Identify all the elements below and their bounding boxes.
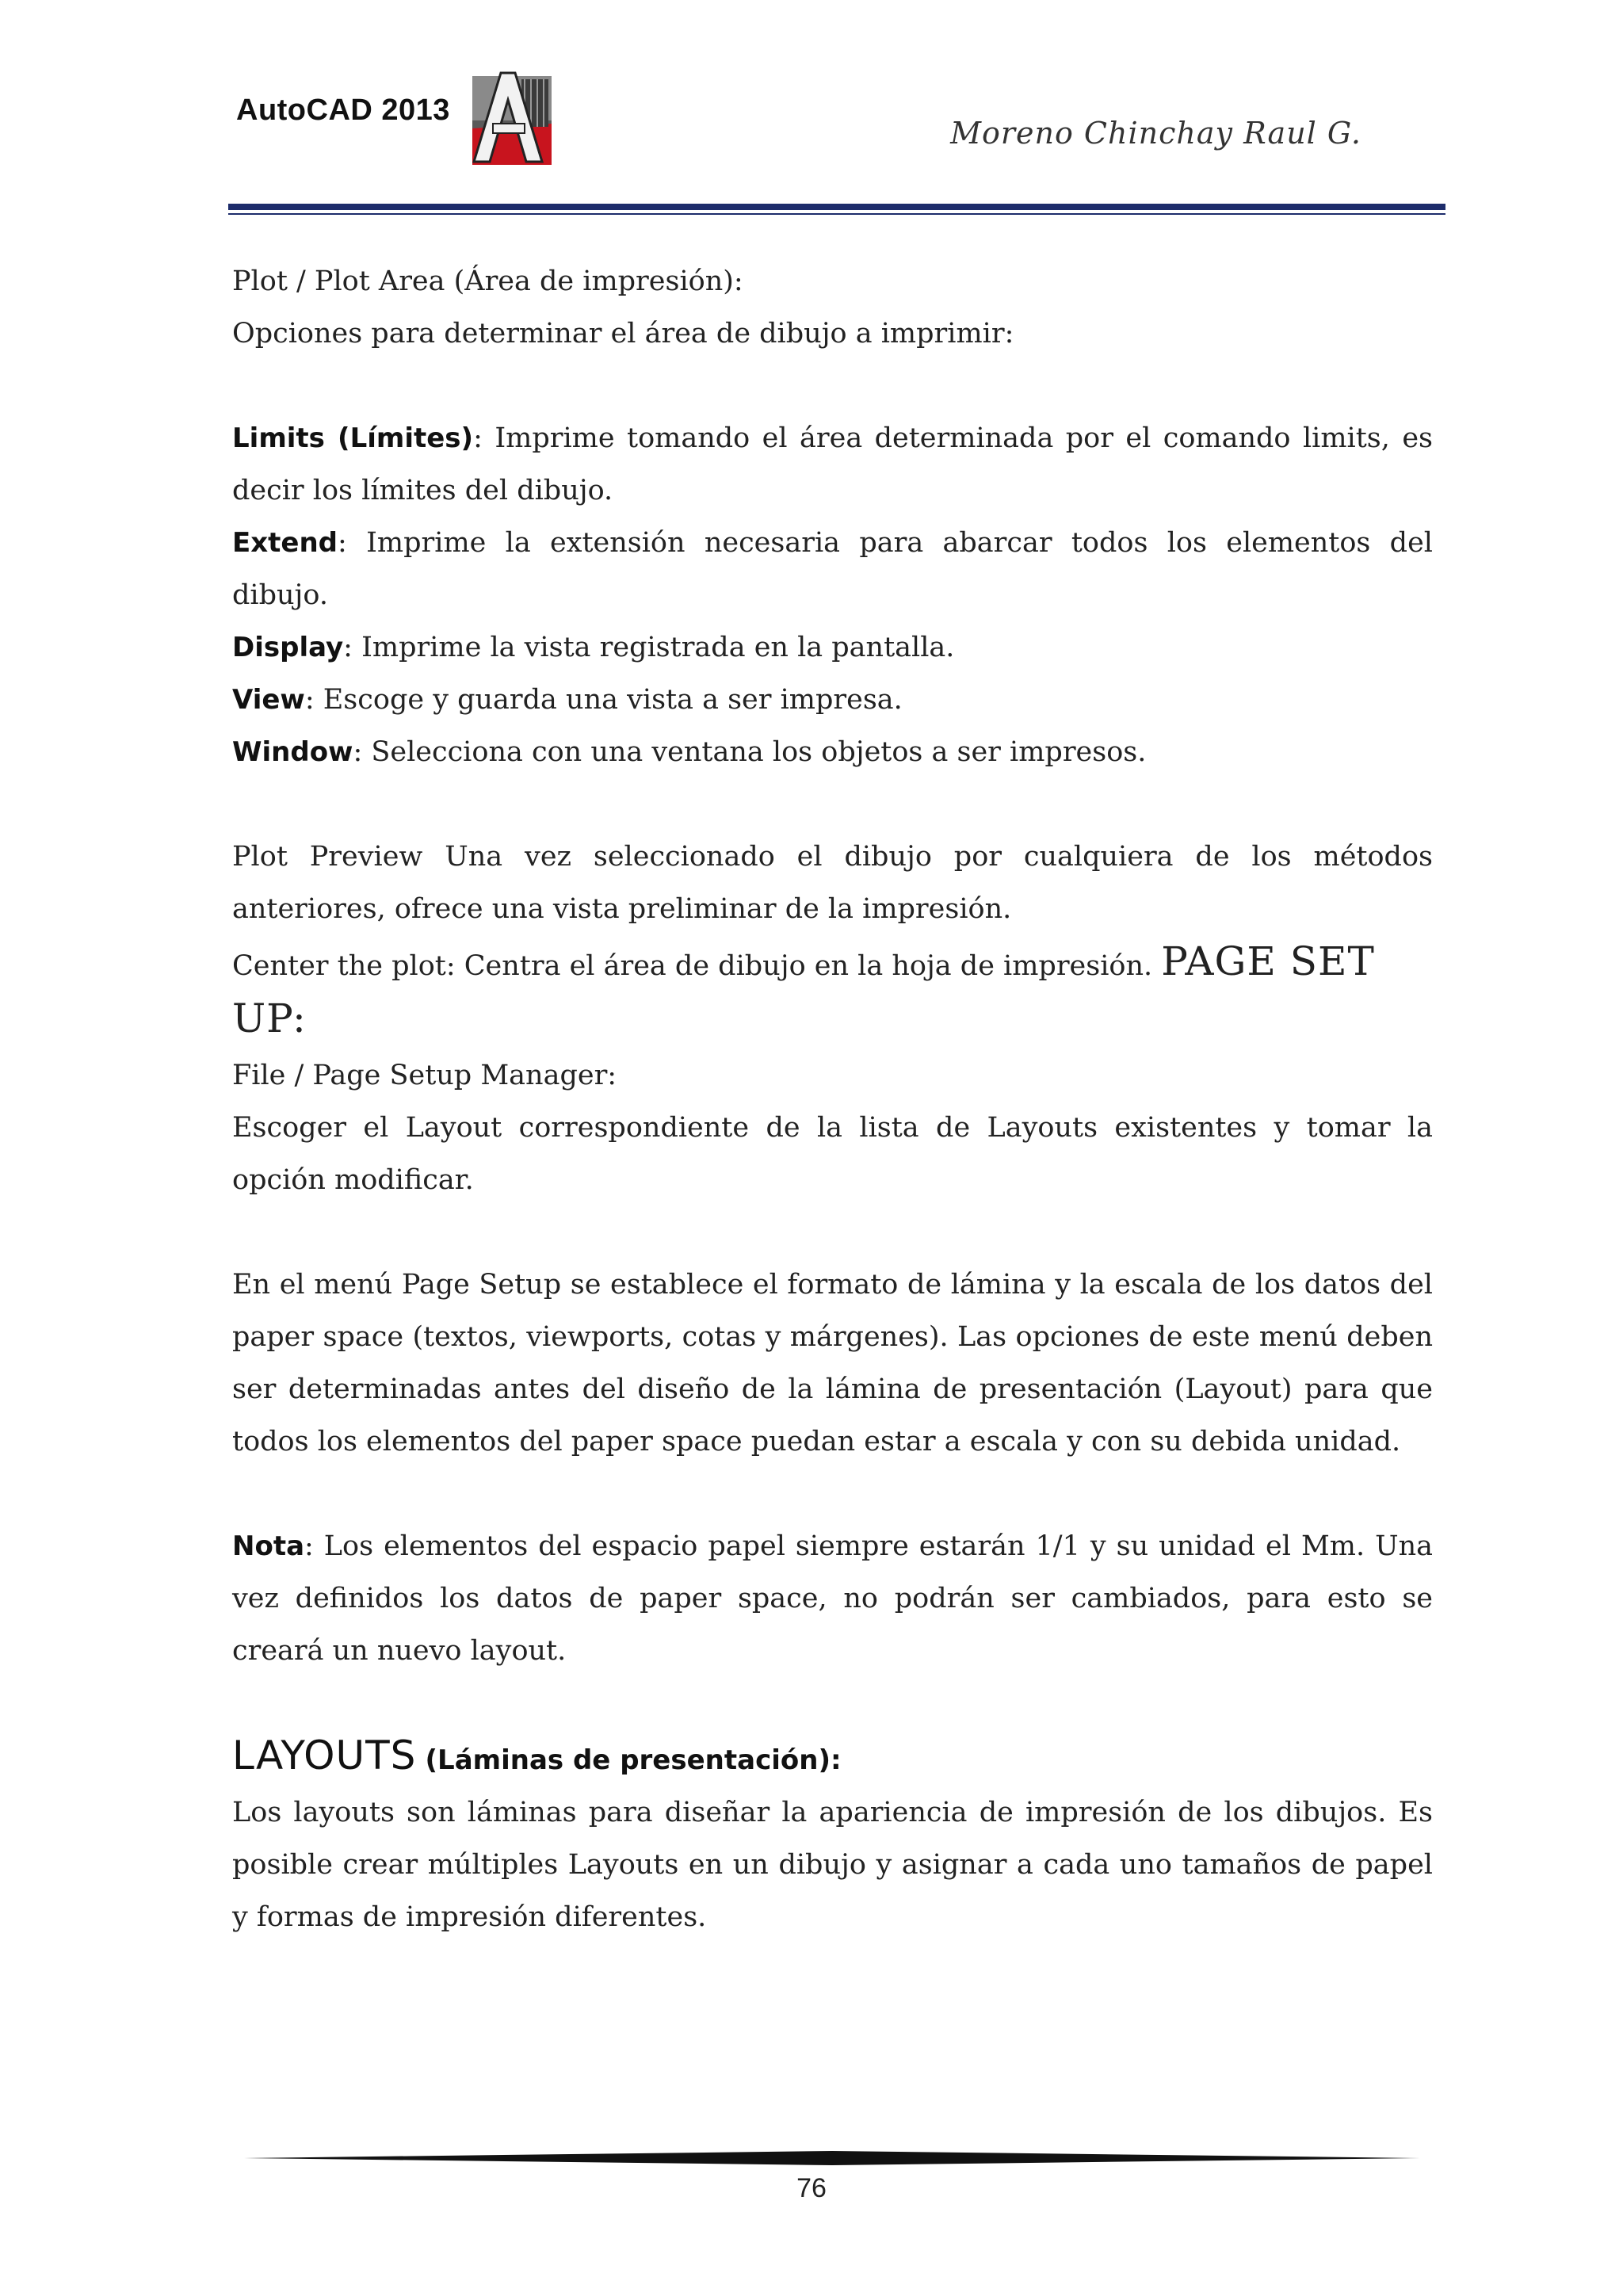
option-text: : Imprime la extensión necesaria para abarcar todos los elementos del dibujo. bbox=[232, 527, 1433, 611]
page-setup-paragraph: En el menú Page Setup se establece el formato de lámina y la escala de los datos del paper space (textos, viewports, cotas y márgenes). Las opciones de este menú deben ser determinadas antes del diseño de la lámina de presentación (Layout) para que todos los elementos del paper space puedan estar a escala y con su debida unidad. bbox=[232, 1269, 1433, 1457]
autocad-logo-icon bbox=[466, 68, 556, 171]
nota-term: Nota bbox=[232, 1530, 305, 1562]
page-number: 76 bbox=[796, 2173, 827, 2203]
body-text bbox=[232, 255, 1433, 1943]
option-view bbox=[232, 674, 1433, 726]
footer-rule bbox=[244, 2151, 1420, 2165]
page-setup-caps: PAGE SET UP: bbox=[232, 938, 1375, 1041]
layouts-paragraph: Los layouts son láminas para diseñar la apariencia de impresión de los dibujos. Es posible crear múltiples Layouts en un dibujo y asignar a cada uno tamaños de papel y formas de impresión diferentes. bbox=[232, 1797, 1433, 1933]
header-rule bbox=[228, 204, 1445, 210]
option-display bbox=[232, 621, 1433, 674]
option-window bbox=[232, 726, 1433, 778]
option-text: : Selecciona con una ventana los objetos a ser impresos. bbox=[353, 736, 1147, 768]
plot-area-title: Plot / Plot Area (Área de impresión): bbox=[232, 266, 743, 297]
center-plot-text: Center the plot: Centra el área de dibujo en la hoja de impresión. bbox=[232, 950, 1153, 982]
header-author: Moreno Chinchay Raul G. bbox=[950, 116, 1361, 151]
header-title: AutoCAD 2013 bbox=[236, 94, 450, 127]
option-term: Display bbox=[232, 632, 344, 663]
option-text: : Escoge y guarda una vista a ser impresa. bbox=[304, 684, 903, 716]
option-text: : Imprime tomando el área determinada por el comando limits, es decir los límites del dibujo. bbox=[232, 422, 1433, 506]
file-page-setup: File / Page Setup Manager: bbox=[232, 1060, 617, 1091]
layouts-heading-main: LAYOUTS bbox=[232, 1733, 417, 1778]
option-term: Extend bbox=[232, 527, 338, 559]
escoger-paragraph: Escoger el Layout correspondiente de la lista de Layouts existentes y tomar la opción modificar. bbox=[232, 1112, 1433, 1196]
layouts-heading-sub: (Láminas de presentación): bbox=[425, 1744, 842, 1776]
option-extend bbox=[232, 517, 1433, 621]
option-term: Window bbox=[232, 736, 353, 768]
plot-preview-paragraph: Plot Preview Una vez seleccionado el dibujo por cualquiera de los métodos anteriores, ofrece una vista preliminar de la impresión. bbox=[232, 841, 1433, 925]
nota-text: : Los elementos del espacio papel siempre estarán 1/1 y su unidad el Mm. Una vez definidos los datos de paper space, no podrán ser cambiados, para esto se creará un nuevo layout. bbox=[232, 1530, 1433, 1667]
header-rule-thin bbox=[228, 213, 1445, 215]
nota-paragraph bbox=[232, 1520, 1433, 1677]
option-text: : Imprime la vista registrada en la pantalla. bbox=[343, 632, 955, 663]
plot-area-intro: Opciones para determinar el área de dibujo a imprimir: bbox=[232, 318, 1014, 350]
option-term: View bbox=[232, 684, 305, 716]
layouts-heading bbox=[232, 1729, 1433, 1786]
option-limits bbox=[232, 412, 1433, 517]
option-term: Limits (Límites) bbox=[232, 422, 474, 454]
center-plot-paragraph bbox=[232, 935, 1433, 1049]
